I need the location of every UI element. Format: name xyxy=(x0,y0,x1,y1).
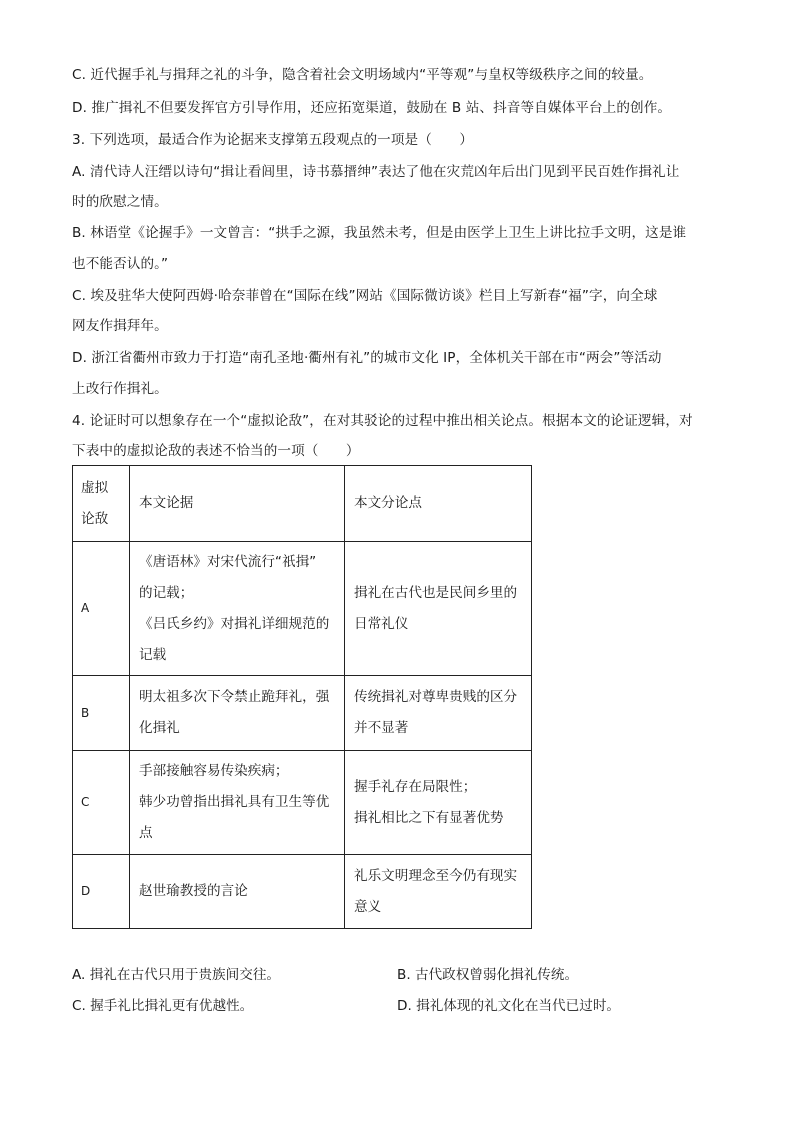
question-3-stem: 3. 下列选项，最适合作为论据来支撑第五段观点的一项是（ ） xyxy=(72,132,474,148)
q3-option-c-line-2: 网友作揖拜年。 xyxy=(72,318,168,334)
row-point: 握手礼存在局限性； 揖礼相比之下有显著优势 xyxy=(345,751,532,855)
question-4-stem-line-2: 下表中的虚拟论敌的表述不恰当的一项（ ） xyxy=(72,443,360,459)
question-4-stem-line-1: 4. 论证时可以想象存在一个“虚拟论敌”，在对其驳论的过程中推出相关论点。根据本文的论证逻辑，对 xyxy=(72,413,693,429)
q4-option-d: D. 揖礼体现的礼文化在当代已过时。 xyxy=(397,998,621,1014)
q3-option-d-line-2: 上改行作揖礼。 xyxy=(72,381,168,397)
row-evidence: 手部接触容易传染疾病； 韩少功曾指出揖礼具有卫生等优 点 xyxy=(130,751,345,855)
row-label: C xyxy=(73,751,130,855)
table-row xyxy=(73,855,532,929)
row-label: B xyxy=(73,676,130,751)
text-line-option-d: D. 推广揖礼不但要发挥官方引导作用，还应拓宽渠道，鼓励在 B 站、抖音等自媒体平台上的创作。 xyxy=(72,100,672,116)
header-evidence: 本文论据 xyxy=(130,466,345,542)
header-sub-argument: 本文分论点 xyxy=(345,466,532,542)
q3-option-a-line-1: A. 清代诗人汪缙以诗句“揖让看闾里，诗书慕搢绅”表达了他在灾荒凶年后出门见到平民百姓作揖礼让 xyxy=(72,164,680,180)
row-point: 揖礼在古代也是民间乡里的 日常礼仪 xyxy=(345,542,532,676)
q4-option-c: C. 握手礼比揖礼更有优越性。 xyxy=(72,998,254,1014)
table-row xyxy=(73,676,532,751)
row-label: D xyxy=(73,855,130,929)
argument-table xyxy=(72,465,532,929)
row-point: 礼乐文明理念至今仍有现实 意义 xyxy=(345,855,532,929)
row-label: A xyxy=(73,542,130,676)
table-row xyxy=(73,542,532,676)
q4-option-a: A. 揖礼在古代只用于贵族间交往。 xyxy=(72,967,281,983)
table-row xyxy=(73,751,532,855)
header-virtual-opponent: 虚拟 论敌 xyxy=(73,466,130,542)
q3-option-d-line-1: D. 浙江省衢州市致力于打造“南孔圣地·衢州有礼”的城市文化 IP，全体机关干部在市“两会”等活动 xyxy=(72,350,662,366)
row-evidence: 明太祖多次下令禁止跪拜礼，强 化揖礼 xyxy=(130,676,345,751)
q3-option-b-line-2: 也不能否认的。” xyxy=(72,256,169,272)
table-header-row xyxy=(73,466,532,542)
q3-option-c-line-1: C. 埃及驻华大使阿西姆·哈奈菲曾在“国际在线”网站《国际微访谈》栏目上写新春“福”字，向全球 xyxy=(72,288,658,304)
row-evidence: 《唐语林》对宋代流行“祇揖” 的记载； 《吕氏乡约》对揖礼详细规范的 记载 xyxy=(130,542,345,676)
q3-option-b-line-1: B. 林语堂《论握手》一文曾言：“拱手之源，我虽然未考，但是由医学上卫生上讲比拉手文明，这是谁 xyxy=(72,225,687,241)
q3-option-a-line-2: 时的欣慰之情。 xyxy=(72,194,168,210)
q4-option-b: B. 古代政权曾弱化揖礼传统。 xyxy=(397,967,579,983)
row-evidence: 赵世瑜教授的言论 xyxy=(130,855,345,929)
text-line-option-c: C. 近代握手礼与揖拜之礼的斗争，隐含着社会文明场域内“平等观”与皇权等级秩序之间的较量。 xyxy=(72,67,653,83)
row-point: 传统揖礼对尊卑贵贱的区分 并不显著 xyxy=(345,676,532,751)
